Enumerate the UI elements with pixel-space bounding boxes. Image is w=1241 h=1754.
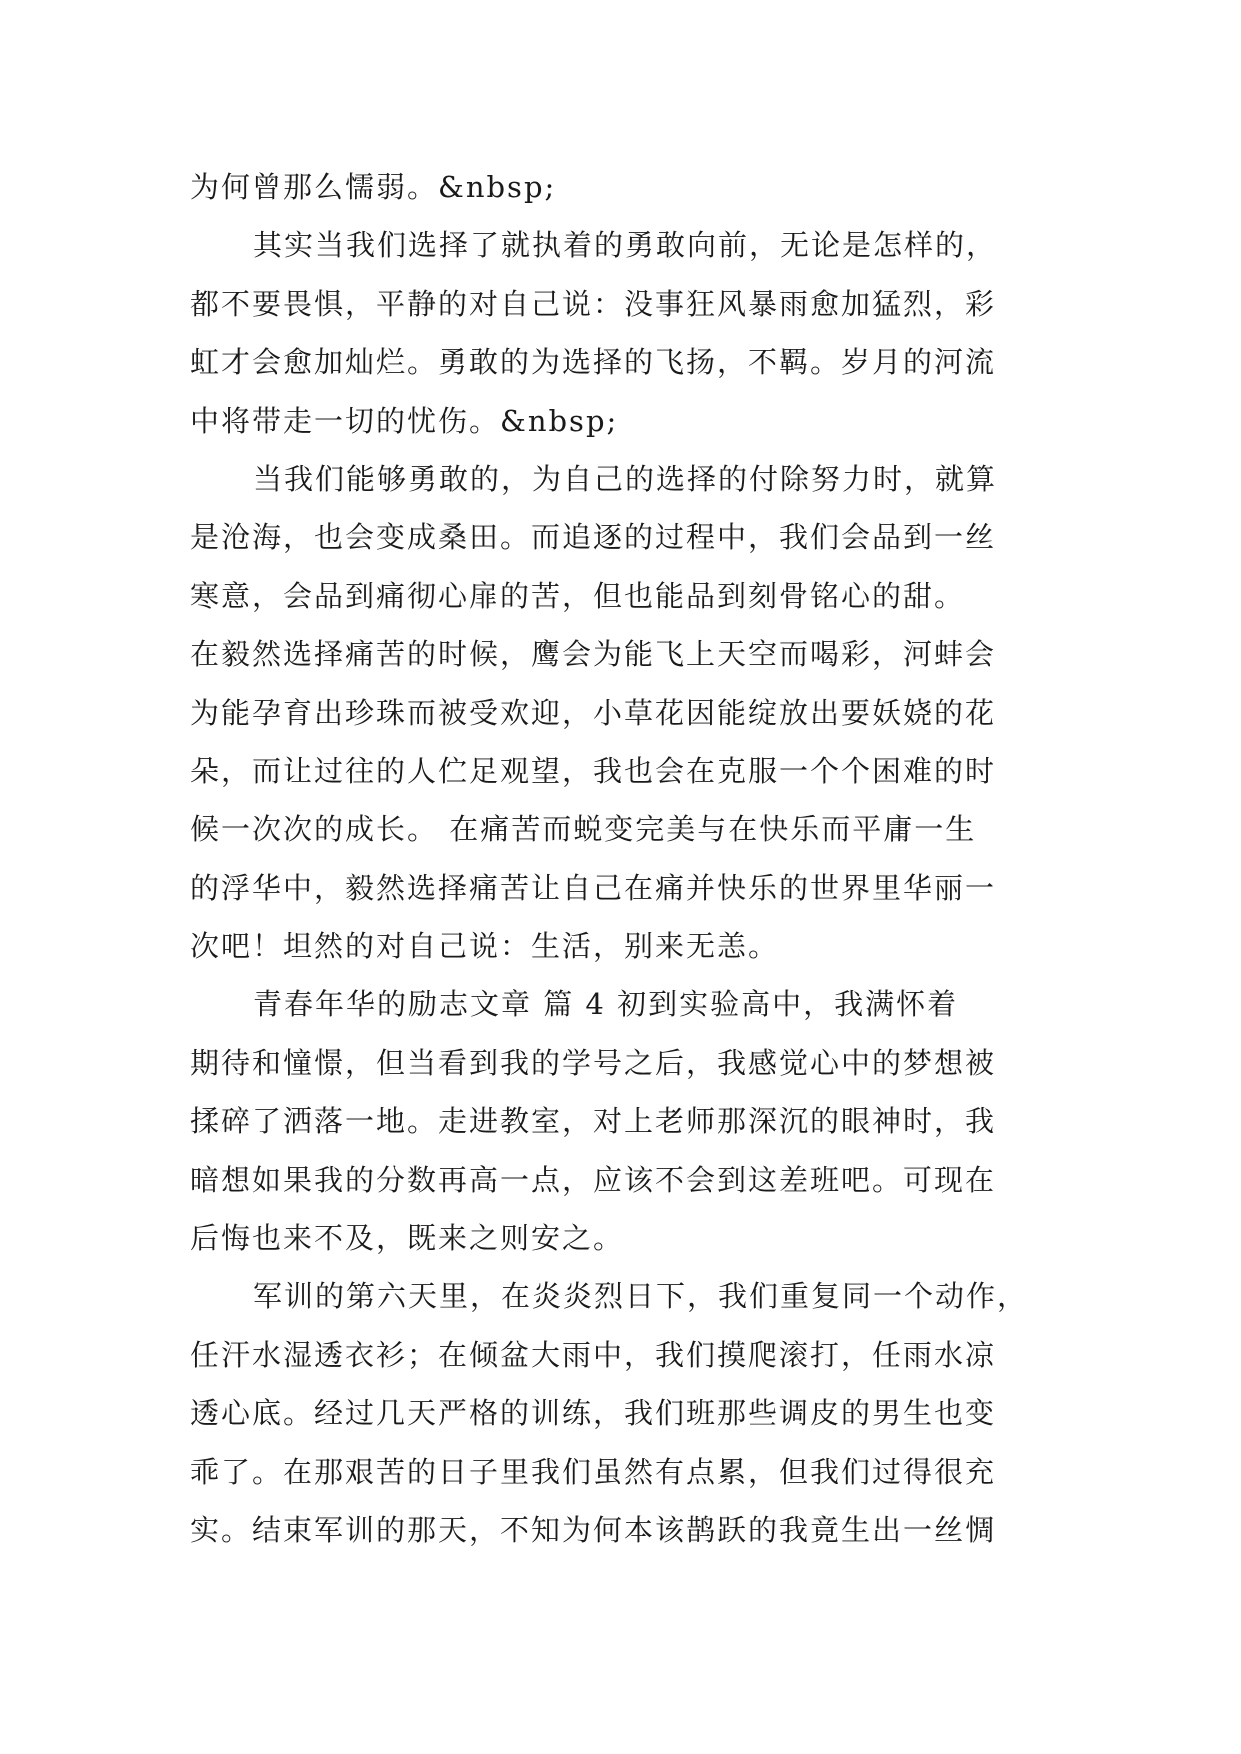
- text-line: 的浮华中，毅然选择痛苦让自己在痛并快乐的世界里华丽一: [190, 870, 997, 905]
- text-line: 朵，而让过往的人伫足观望，我也会在克服一个个困难的时: [190, 753, 997, 788]
- text-line: 是沧海，也会变成桑田。而追逐的过程中，我们会品到一丝: [190, 520, 997, 555]
- text-line: 青春年华的励志文章 篇 4 初到实验高中，我满怀着: [253, 987, 959, 1022]
- text-line: 为能孕育出珍珠而被受欢迎，小草花因能绽放出要妖娆的花: [190, 695, 997, 730]
- text-line: 实。结束军训的那天，不知为何本该鹊跃的我竟生出一丝惆: [190, 1512, 997, 1547]
- text-line: 后悔也来不及，既来之则安之。: [190, 1221, 625, 1256]
- text-line: 中将带走一切的忧伤。&nbsp;: [190, 403, 619, 438]
- text-line: 揉碎了洒落一地。走进教室，对上老师那深沉的眼神时，我: [190, 1104, 997, 1139]
- text-line: 军训的第六天里，在炎炎烈日下，我们重复同一个动作，: [253, 1279, 1029, 1314]
- text-line: 其实当我们选择了就执着的勇敢向前，无论是怎样的，: [253, 228, 998, 263]
- text-line: 次吧！坦然的对自己说：生活，别来无恙。: [190, 929, 780, 964]
- text-line: 为何曾那么懦弱。&nbsp;: [190, 170, 557, 204]
- text-line: 暗想如果我的分数再高一点，应该不会到这差班吧。可现在: [190, 1162, 997, 1197]
- text-line: 任汗水湿透衣衫；在倾盆大雨中，我们摸爬滚打，任雨水凉: [190, 1337, 997, 1372]
- body-text: [190, 158, 1060, 1559]
- text-line: 都不要畏惧，平静的对自己说：没事狂风暴雨愈加猛烈，彩: [190, 286, 997, 321]
- text-line: 当我们能够勇敢的，为自己的选择的付除努力时，就算: [253, 461, 998, 496]
- text-line: 寒意，会品到痛彻心扉的苦，但也能品到刻骨铭心的甜。: [190, 578, 966, 613]
- text-line: 透心底。经过几天严格的训练，我们班那些调皮的男生也变: [190, 1396, 997, 1431]
- text-line: 期待和憧憬，但当看到我的学号之后，我感觉心中的梦想被: [190, 1045, 997, 1080]
- text-line: 乖了。在那艰苦的日子里我们虽然有点累，但我们过得很充: [190, 1454, 997, 1489]
- text-line: 候一次次的成长。 在痛苦而蜕变完美与在快乐而平庸一生: [190, 812, 977, 847]
- text-line: 虹才会愈加灿烂。勇敢的为选择的飞扬，不羁。岁月的河流: [190, 345, 997, 380]
- text-line: 在毅然选择痛苦的时候，鹰会为能飞上天空而喝彩，河蚌会: [190, 637, 997, 672]
